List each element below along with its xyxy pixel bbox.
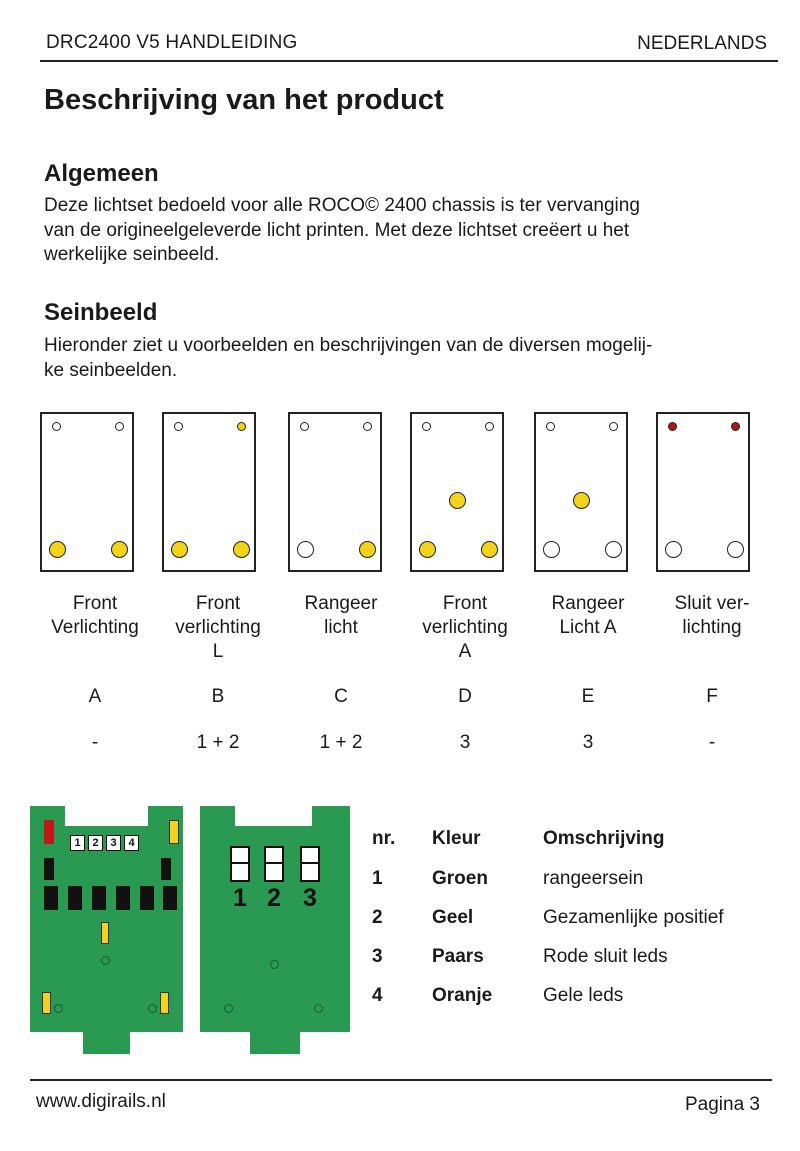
yellow-led — [42, 992, 51, 1014]
caption-line: L — [212, 641, 224, 662]
table-header-description: Omschrijving — [543, 828, 665, 849]
pad-number: 1 — [233, 884, 247, 912]
general-text — [44, 194, 764, 268]
mounting-hole — [224, 1004, 233, 1013]
table-cell-color: Geel — [432, 907, 474, 928]
pad: 3 — [106, 835, 121, 851]
smd-component — [116, 886, 130, 910]
white-led-top-right — [115, 422, 124, 431]
table-cell-desc: rangeersein — [543, 868, 644, 889]
signal-letter: D — [458, 686, 472, 707]
signal-wire-number: - — [91, 732, 99, 753]
table-cell-color: Oranje — [432, 985, 493, 1006]
signal-line: ke seinbeelden. — [44, 359, 178, 381]
pcb-board-back — [200, 806, 350, 1054]
signal-text — [44, 334, 764, 383]
table-cell-desc: Gele leds — [543, 985, 624, 1006]
yellow-led-bottom-right — [233, 541, 250, 558]
yellow-led-top-right — [237, 422, 246, 431]
signal-heading: Seinbeeld — [44, 299, 158, 326]
caption-line: Front — [195, 593, 241, 614]
yellow-led-bottom-left — [171, 541, 188, 558]
white-led-top-left — [52, 422, 61, 431]
smd-component — [92, 886, 106, 910]
mounting-hole — [101, 956, 110, 965]
signal-wire-number: 1 + 2 — [319, 732, 363, 753]
caption-line: Front — [72, 593, 118, 614]
signal-card-c — [288, 412, 382, 572]
yellow-led-bottom-left — [419, 541, 436, 558]
caption-line: Sluit ver- — [674, 593, 750, 614]
footer-divider — [30, 1079, 772, 1081]
caption-line: A — [458, 641, 472, 662]
manual-title: DRC2400 V5 HANDLEIDING — [46, 32, 298, 53]
smd-component — [44, 886, 58, 910]
signal-line: Hieronder ziet u voorbeelden en beschrijvingen van de diversen mogelij- — [44, 335, 653, 356]
white-led-top-left — [546, 422, 555, 431]
table-header-nr: nr. — [372, 828, 396, 849]
table-cell-color: Groen — [432, 868, 488, 889]
signal-caption — [523, 592, 653, 640]
language-label: NEDERLANDS — [637, 33, 767, 54]
signal-wire-number: - — [708, 732, 716, 753]
general-line: Deze lichtset bedoeld voor alle ROCO© 2400 chassis is ter vervanging — [44, 195, 640, 216]
header-divider — [40, 60, 778, 62]
table-cell-nr: 2 — [372, 907, 383, 928]
caption-line: licht — [324, 617, 358, 638]
yellow-led-middle — [573, 492, 590, 509]
table-cell-desc: Gezamenlijke positief — [543, 907, 724, 928]
general-line: werkelijke seinbeeld. — [44, 244, 220, 265]
caption-line: Front — [442, 593, 488, 614]
table-cell-nr: 1 — [372, 868, 383, 889]
signal-caption — [647, 592, 777, 640]
signal-card-a — [40, 412, 134, 572]
caption-line: verlichting — [175, 617, 261, 638]
yellow-led-bottom-right — [481, 541, 498, 558]
general-line: van de origineelgeleverde licht printen. Met deze lichtset creëert u het — [44, 219, 630, 241]
white-led-top-left — [174, 422, 183, 431]
signal-card-f — [656, 412, 750, 572]
mounting-hole — [314, 1004, 323, 1013]
caption-line: lichting — [682, 617, 742, 638]
signal-caption — [276, 592, 406, 640]
caption-line: verlichting — [422, 617, 508, 638]
pad: 4 — [124, 835, 139, 851]
smd-component — [44, 858, 54, 880]
signal-card-d — [410, 412, 504, 572]
yellow-led-middle — [449, 492, 466, 509]
table-cell-desc: Rode sluit leds — [543, 946, 668, 967]
signal-caption — [153, 592, 283, 664]
general-heading: Algemeen — [44, 160, 159, 187]
table-cell-nr: 3 — [372, 946, 383, 967]
signal-wire-number: 3 — [582, 732, 594, 753]
table-cell-color: Paars — [432, 946, 484, 967]
smd-component — [163, 886, 177, 910]
signal-caption — [30, 592, 160, 640]
red-led-top-right — [731, 422, 740, 431]
caption-line: Verlichting — [51, 617, 139, 638]
table-header-color: Kleur — [432, 828, 481, 849]
signal-caption — [400, 592, 530, 664]
signal-wire-number: 3 — [459, 732, 471, 753]
caption-line: Rangeer — [304, 593, 378, 614]
signal-letter: E — [581, 686, 595, 707]
white-led-top-left — [422, 422, 431, 431]
pcb-board-front — [30, 806, 183, 1054]
white-led-top-left — [300, 422, 309, 431]
page-number: Pagina 3 — [684, 1094, 760, 1115]
white-led-bottom-left — [665, 541, 682, 558]
solder-pad-pair — [264, 846, 284, 882]
signal-letter: A — [88, 686, 102, 707]
pad-divider — [264, 862, 284, 864]
yellow-led — [101, 922, 109, 944]
white-led-bottom-right — [605, 541, 622, 558]
mounting-hole — [148, 1004, 157, 1013]
signal-letter: F — [706, 686, 718, 707]
yellow-led-bottom-left — [49, 541, 66, 558]
mounting-hole — [54, 1004, 63, 1013]
white-led-bottom-right — [727, 541, 744, 558]
pad-divider — [230, 862, 250, 864]
pcb-outline — [200, 806, 350, 1054]
mounting-hole — [270, 960, 279, 969]
table-cell-nr: 4 — [372, 985, 383, 1006]
yellow-led-bottom-right — [359, 541, 376, 558]
smd-component — [161, 858, 171, 880]
white-led-bottom-left — [543, 541, 560, 558]
white-led-top-right — [485, 422, 494, 431]
pad-divider — [300, 862, 320, 864]
page-title: Beschrijving van het product — [44, 84, 444, 116]
solder-pad-pair — [300, 846, 320, 882]
white-led-top-right — [363, 422, 372, 431]
yellow-led — [160, 992, 169, 1014]
red-led — [44, 820, 54, 844]
white-led-bottom-left — [297, 541, 314, 558]
signal-card-b — [162, 412, 256, 572]
caption-line: Licht A — [559, 617, 617, 638]
smd-component — [140, 886, 154, 910]
signal-card-e — [534, 412, 628, 572]
website-link[interactable]: www.digirails.nl — [36, 1091, 166, 1112]
pad-number: 3 — [303, 884, 317, 912]
pad: 1 — [70, 835, 85, 851]
white-led-top-right — [609, 422, 618, 431]
signal-letter: C — [334, 686, 348, 707]
red-led-top-left — [668, 422, 677, 431]
yellow-led-bottom-right — [111, 541, 128, 558]
solder-pad-pair — [230, 846, 250, 882]
signal-wire-number: 1 + 2 — [196, 732, 240, 753]
pad: 2 — [88, 835, 103, 851]
pad-number: 2 — [267, 884, 281, 912]
yellow-led — [169, 820, 179, 844]
signal-letter: B — [211, 686, 225, 707]
smd-component — [68, 886, 82, 910]
caption-line: Rangeer — [551, 593, 625, 614]
